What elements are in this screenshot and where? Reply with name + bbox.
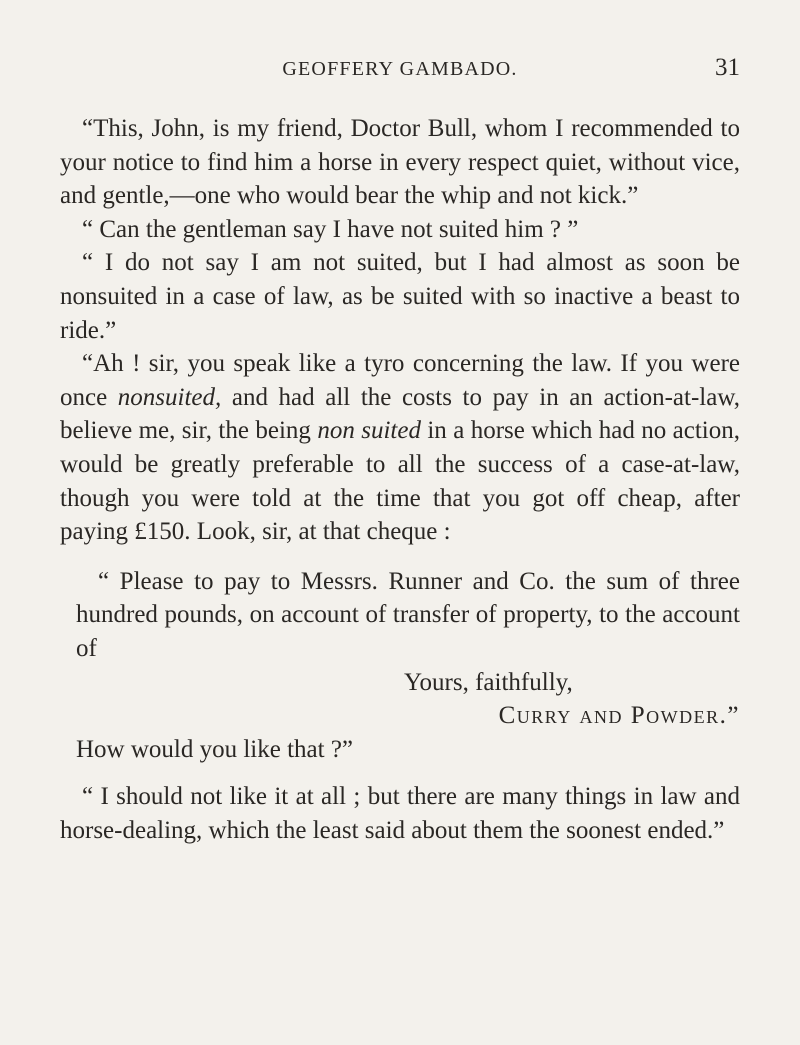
paragraph-4-part-3: in a horse which had no action, would be greatly preferable to all the success of a case-at-law, though you were told at the time that you got off cheap, after paying £150. Look, sir, at that cheque : [60, 417, 740, 546]
italic-non-suited: non suited [317, 417, 421, 445]
running-head [60, 54, 740, 88]
italic-nonsuited: nonsuited, [117, 383, 222, 411]
cheque-signature: Curry and Powder.” [498, 702, 740, 730]
paragraph-4-part-1: “Ah ! sir, you speak like a tyro concerning the law. If you were once [60, 350, 740, 411]
cheque-body: “ Please to pay to Messrs. Runner and Co. the sum of three hundred pounds, on account of transfer of property, to the account of [76, 567, 740, 662]
spacer [60, 766, 740, 780]
quoted-cheque [76, 565, 740, 767]
cheque-closing: Yours, faithfully, [404, 668, 573, 696]
page-number: 31 [715, 54, 740, 81]
paragraph-1: “This, John, is my friend, Doctor Bull, whom I recommended to your notice to find him a horse in every respect quiet, without vice, and gentle,—one who would bear the whip and not kick.” [60, 115, 740, 210]
final-paragraph: “ I should not like it at all ; but there are many things in law and horse-dealing, which the least said about them the soonest ended.” [60, 783, 740, 844]
body-text [60, 112, 740, 847]
running-title: GEOFFERY GAMBADO. [282, 58, 518, 80]
paragraph-2: “ Can the gentleman say I have not suited him ? ” [82, 215, 579, 243]
paragraph-4 [60, 347, 740, 549]
after-cheque-line: How would you like that ?” [76, 735, 354, 763]
paragraph-3: “ I do not say I am not suited, but I had almost as soon be nonsuited in a case of law, as be suited with so inactive a beast to ride.” [60, 249, 740, 344]
paragraph-4-part-2: and had all the costs to pay in an action-at-law, believe me, sir, the being [60, 383, 740, 445]
